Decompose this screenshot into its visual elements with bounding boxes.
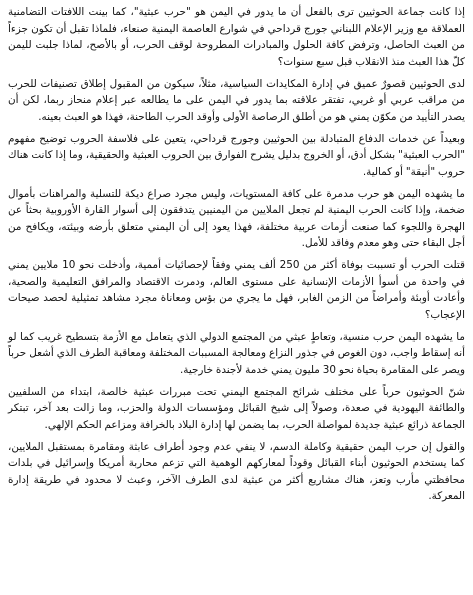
paragraph-forgotten-war: ما يشهده اليمن حرب منسية، وتعاطٍ عبثي من المجتمع الدولي الذي يتعامل مع الأزمة بتسطيح غريب كما لو أنه إسقاط واجب، دون الغوص في جذور النزاع ومعالجة المسببات المختلفة ومعاقبة الطرف الذي أشعل حرباً ويصر على المقامرة بحياة نحو 30 مليون يمني خدمة لأجندة خارجية. (8, 330, 465, 376)
paragraph-houthi-wars: شنّ الحوثيون حرباً على مختلف شرائح المجتمع اليمني تحت مبررات عبثية خالصة، ابتداء من السلفيين والطائفة اليهودية في صعدة، وصولاً إلى شيخ القبائل ومؤسسات الدولة والحزب، وما زالت بعد آخر، تبتكر الجماعة ذرائع عبثية جديدة لمواصلة الحرب، بما يضمن لها إدارة البلاد بالخرافة ومزاعم الحكم الإلهي. (8, 385, 465, 431)
paragraph-intro: إذا كانت جماعة الحوثيين ترى بالفعل أن ما يدور في اليمن هو "حرب عبثية"، كما بينت اللافتات التضامنية العملاقة مع وزير الإعلام اللبناني جورج قرداحي في شوارع العاصمة اليمنية صنعاء، فلماذا تقبل أن تكون جزءاً من العبث الحاصل، وترفض كافة الحلول والمبادرات المطروحة لوقف الحرب، أو بالأصح، لماذا جلبت لليمن كلّ هذا العبث منذ الانقلاب قبل سبع سنوات؟ (8, 6, 465, 68)
paragraph-absurd-war-concept: وبعيداً عن خدمات الدفاع المتبادلة بين الحوثيين وجورج قرداحي، يتعين على فلاسفة الحروب توضيح مفهوم "الحرب العبثية" بشكل أدق، أو الخروج بدليل يشرح الفوارق بين الحروب العبثية والحقيقية، وما إذا كانت هناك حروب "أنيقة" أو كمالية. (8, 132, 465, 178)
paragraph-casualties: قتلت الحرب أو تسببت بوفاة أكثر من 250 ألف يمني وفقاً لإحصائيات أممية، وأدخلت نحو 10 ملايين يمني في واحدة من أسوأ الأزمات الإنسانية على مستوى العالم، ودمرت الاقتصاد والمرافق التعليمية والصحية، وأعادت أوبئة وأمراضاً من الزمن الغابر، فهل ما يجري من بؤس ومعاناة مجرد مشاهد تمثيلية لحصد صيحات الإعجاب؟ (8, 259, 465, 321)
paragraph-conclusion: والقول إن حرب اليمن حقيقية وكاملة الدسم، لا ينفي عدم وجود أطراف عابثة ومقامرة بمستقبل الملايين، كما يستخدم الحوثيون أبناء القبائل وقوداً لمعاركهم الوهمية التي تزعم محاربة أمريكا وإسرائيل في بلدات محافظتي مأرب وتعز، هناك مشاريع أكثر من عبثية لدى الطرف الآخر، وعبث لا محدود في طريقة إدارة المعركة. (8, 440, 465, 503)
paragraph-political-rivalries: لدى الحوثيين قصورٌ عميق في إدارة المكايدات السياسية، مثلاً، سيكون من المقبول إطلاق تصنيفات للحرب من مراقب عربي أو غربي، تفتقر علاقته بما يدور في اليمن على ما يطالعه عبر إعلام منحاز ربما، لكن أن يصدر التأييد من مكوّن يمني هو من أطلق الرصاصة الأولى وأوقد الحرب الطاحنة، فهذا هو العبث بعينه. (8, 77, 465, 123)
paragraph-destructive-war: ما يشهده اليمن هو حرب مدمرة على كافة المستويات، وليس مجرد صراع ديكة للتسلية والمراهنات بأموال ضخمة، وإذا كانت الحرب اليمنية لم تجعل الملايين من اليمنيين يتدفقون إلى أسوار القارة الأوروبية بحثاً عن الهجرة واللجوء كما صنعت أزمات عربية مختلفة، فهذا يعود إلى أن اليمني متعلق بأرضه وبيئته، ويكافح من أجل البقاء حتى وهو معدم وفاقد للأمل. (8, 187, 465, 250)
